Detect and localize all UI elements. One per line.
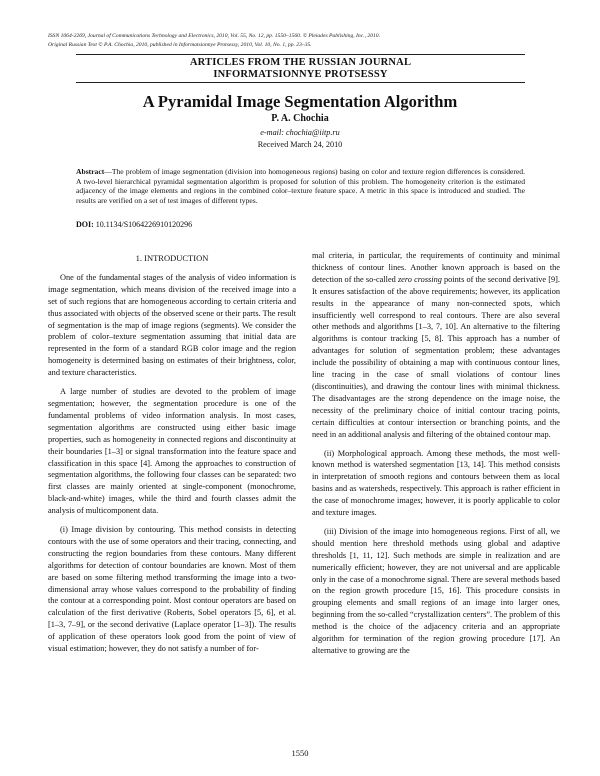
paragraph-text: mal criteria, in particular, the requirements of continuity and minimal thickness of contour lines. Another known approach is based on the detection of the so-called [312,251,560,284]
section-heading-introduction: 1. INTRODUCTION [135,253,209,263]
abstract-text: —The problem of image segmentation (division into homogeneous regions) basing on color and texture region differences is considered. A two-level hierarchical pyramidal segmentation algorithm is proposed for solution of this problem. The homogeneity criterion is the estimated adjacency of the image elements and regions in the combined color–texture feature space. A metric in this space is introduced and studied. The results are verified on a set of test images of different types. [76,167,525,205]
zero-crossing-term: zero crossing [397,274,442,284]
paragraph: (iii) Division of the image into homogeneous regions. First of all, we should mention here threshold methods using global and adaptive thresholds [1, 11, 12]. Such methods are simple in realization and are numerically efficient; however, they are not universal and are applicable only in the case of a monochrome signal. There are several methods based on the region growth procedure [15, 16]. This procedure consists in grouping elements and small regions of an image into larger ones, beginning from the so-called “crystallization centers”. The problem of this method is the choice of the adjacency criteria and an appropriate algorithm for termination of the region growing procedure [17]. An alternative to growing are the [312,526,560,655]
journal-header [48,32,558,50]
section-banner-line1: ARTICLES FROM THE RUSSIAN JOURNAL [189,57,412,68]
doi-value: 10.1134/S1064226910120296 [93,220,193,229]
abstract-label: Abstract [76,167,105,176]
paragraph [312,250,560,441]
section-banner [76,54,525,83]
author-email: e-mail: chochia@iitp.ru [260,128,340,137]
paragraph: (ii) Morphological approach. Among these methods, the most well-known method is watershed segmentation [13, 14]. This method consists in interpretation of smooth regions and contours between them as local basins and as watersheds, respectively. This approach is rather efficient in the case of monochrome images; however, it is poorly applicable to color and texture images. [312,448,560,518]
paragraph-text: points of the second derivative [9]. It ensures satisfaction of the above requirements; however, its application results in the appearance of many non-connected spots, which insufficiently well correspond to real contours. There are also several other methods and algorithms [1–3, 7, 10]. An alternative to the filtering algorithms is contour tracking [5, 8]. This approach has a number of advantages for solution of segmentation problem; these advantages include the possibility of obtaining a map with continuous contour lines, line tracing in the case of small violations of contour lines (discontinuities), and drawing the contour lines with minimal thickness. The disadvantages are the strong dependence on the image noise, the necessity of the preliminary choice of initial contour tracing points, certain difficulties at contour intersection or branching points, and the need in an additional analysis and filtering of the obtained contour map. [312,274,560,439]
section-banner-line2: INFORMATSIONNYE PROTSESSY [213,69,388,80]
article-title: A Pyramidal Image Segmentation Algorithm [142,92,458,111]
right-column [312,250,560,657]
left-column [48,249,296,655]
paragraph: A large number of studies are devoted to the problem of image segmentation; however, the segmentation procedure is one of the fundamental problems of video information analysis. In most cases, segmentation algorithms are constructed using either basic image properties, such as homogeneity in connected regions and discontinuity at their boundaries [1–3] or signal transformation into the feature space and classification in this space [4]. Among the approaches to construction of segmentation algorithms, the following four classes can be separated: two first classes are mainly oriented at single-component (monochrome, black-and-white) images, while the third and fourth classes admit the analysis of multicomponent data. [48,387,296,516]
doi [76,220,192,229]
page-number: 1550 [291,748,309,758]
abstract [76,167,525,205]
journal-citation-line: ISSN 1064-2269, Journal of Communications Technology and Electronics, 2010, Vol. 55, No. 12, pp. 1550–1560. © Pleiades Publishing, Inc., 2010. [48,33,380,39]
paragraph: (i) Image division by contouring. This method consists in detecting contours with the use of some operators and their tracing, connecting, and constructing the region boundaries from these contours. Many different algorithms for detection of contour boundaries are known. Most of them are based on some filtering method transforming the image into a two-dimensional array whose values correspond to the probability of finding the contour at a corresponding point. Most contour operators are based on calculation of the first derivative (Roberts, Sobel operators [5, 6], et al. [1–3, 7–9], or the second derivative (Laplace operator [1–3]). The results of application of these operators look good from the point of view of visual estimation; however, they do not satisfy a number of for- [48,525,296,654]
received-date: Received March 24, 2010 [257,140,343,149]
paragraph: One of the fundamental stages of the analysis of video information is image segmentation, which means division of the received image into a set of such regions that are homogeneous according to certain criteria and thus associated with objects of the observed scene or their parts. The result of segmentation is the map of image regions (segments). We consider the problem of color–texture segmentation assuming that initial data are represented in the form of a standard RGB color image and the region homogeneity is determined basing on estimates of their brightness, color, and texture characteristics. [48,272,296,378]
original-text-line: Original Russian Text © P.A. Chochia, 2010, published in Informatsionnye Protsessy, 2010, Vol. 10, No. 1, pp. 23–35. [48,42,312,48]
doi-label: DOI: [76,220,94,229]
article-author: P. A. Chochia [271,113,329,124]
